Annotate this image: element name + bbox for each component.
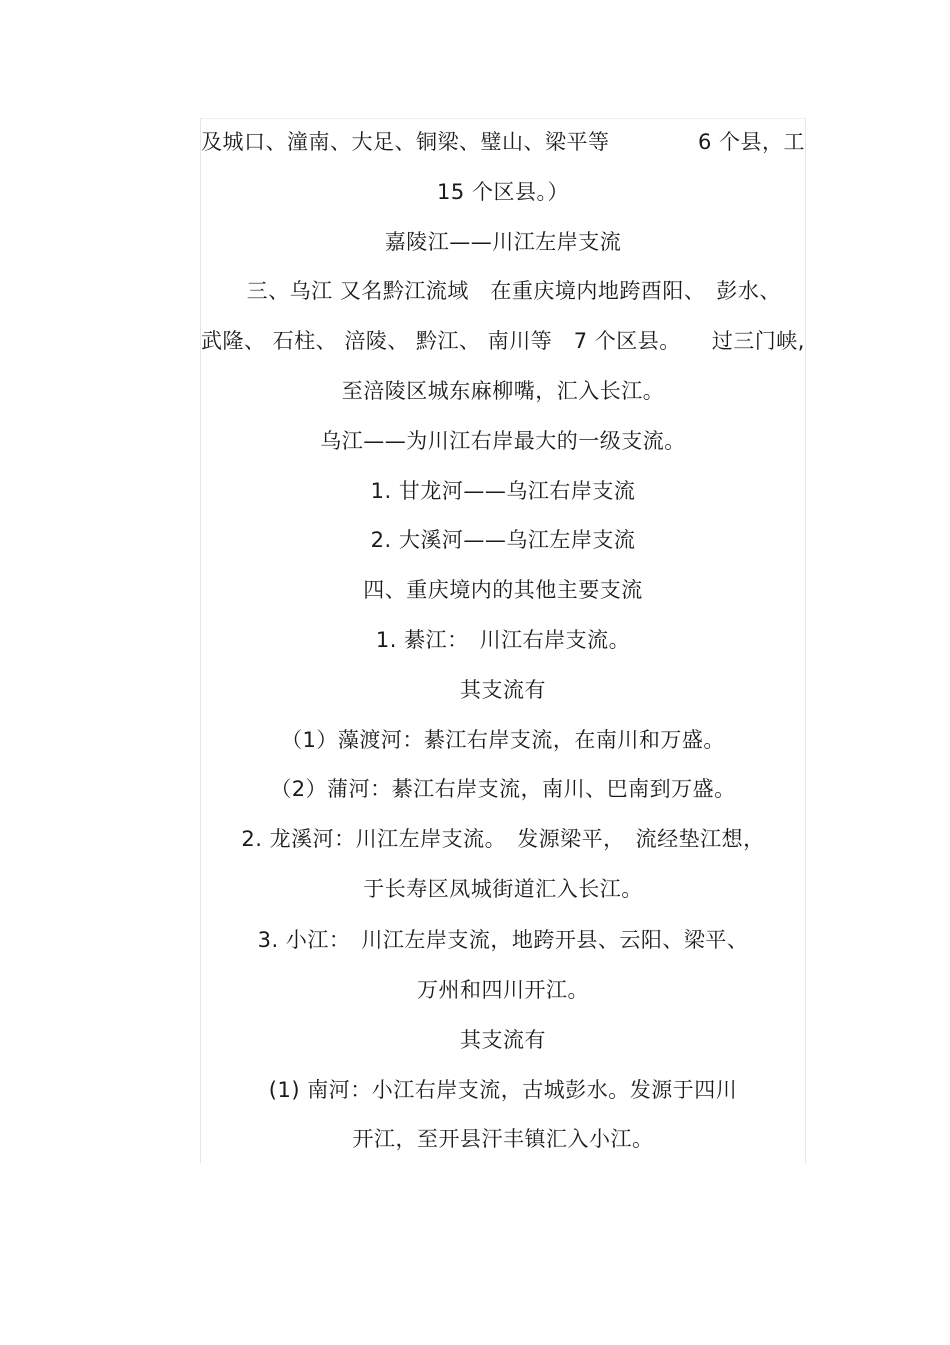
- text-line-15: 2. 龙溪河：川江左岸支流。 发源梁平， 流经垫江想，: [241, 827, 765, 851]
- text-segment: 及城口、潼南、大足、铜梁、璧山、梁平等: [201, 130, 610, 154]
- text-line-18: 万州和四川开江。: [417, 978, 589, 1002]
- text-line-7: 乌江——为川江右岸最大的一级支流。: [320, 429, 686, 453]
- text-line-14: （2）蒲河：綦江右岸支流，南川、巴南到万盛。: [270, 777, 736, 801]
- text-segment: 6 个县，工: [697, 130, 805, 154]
- text-line-16: 于长寿区凤城街道汇入长江。: [363, 877, 643, 901]
- text-line-11: 1. 綦江： 川江右岸支流。: [375, 628, 631, 652]
- text-line-6: 至涪陵区城东麻柳嘴，汇入长江。: [341, 379, 665, 403]
- text-line-12: 其支流有: [460, 678, 546, 702]
- text-segment: 过三门峡,: [711, 329, 805, 353]
- text-line-5: [201, 326, 805, 356]
- text-line-1: [201, 127, 805, 157]
- text-line-17: 3. 小江： 川江左岸支流，地跨开县、云阳、梁平、: [257, 928, 749, 952]
- text-line-20: (1) 南河：小江右岸支流，古城彭水。发源于四川: [268, 1078, 738, 1102]
- text-line-3: 嘉陵江——川江左岸支流: [384, 230, 622, 254]
- text-line-9: 2. 大溪河——乌江左岸支流: [370, 528, 636, 552]
- text-line-10: 四、重庆境内的其他主要支流: [363, 578, 643, 602]
- text-line-21: 开江，至开县汗丰镇汇入小江。: [352, 1127, 654, 1151]
- text-segment: 武隆、 石柱、 涪陵、 黔江、 南川等 7 个区县。: [201, 329, 681, 353]
- text-line-8: 1. 甘龙河——乌江右岸支流: [370, 479, 636, 503]
- text-line-2: 15 个区县。）: [437, 180, 569, 204]
- text-line-13: （1）藻渡河：綦江右岸支流，在南川和万盛。: [281, 728, 725, 752]
- text-line-19: 其支流有: [460, 1028, 546, 1052]
- text-line-4: 三、乌江 又名黔江流域 在重庆境内地跨酉阳、 彭水、: [225, 279, 781, 303]
